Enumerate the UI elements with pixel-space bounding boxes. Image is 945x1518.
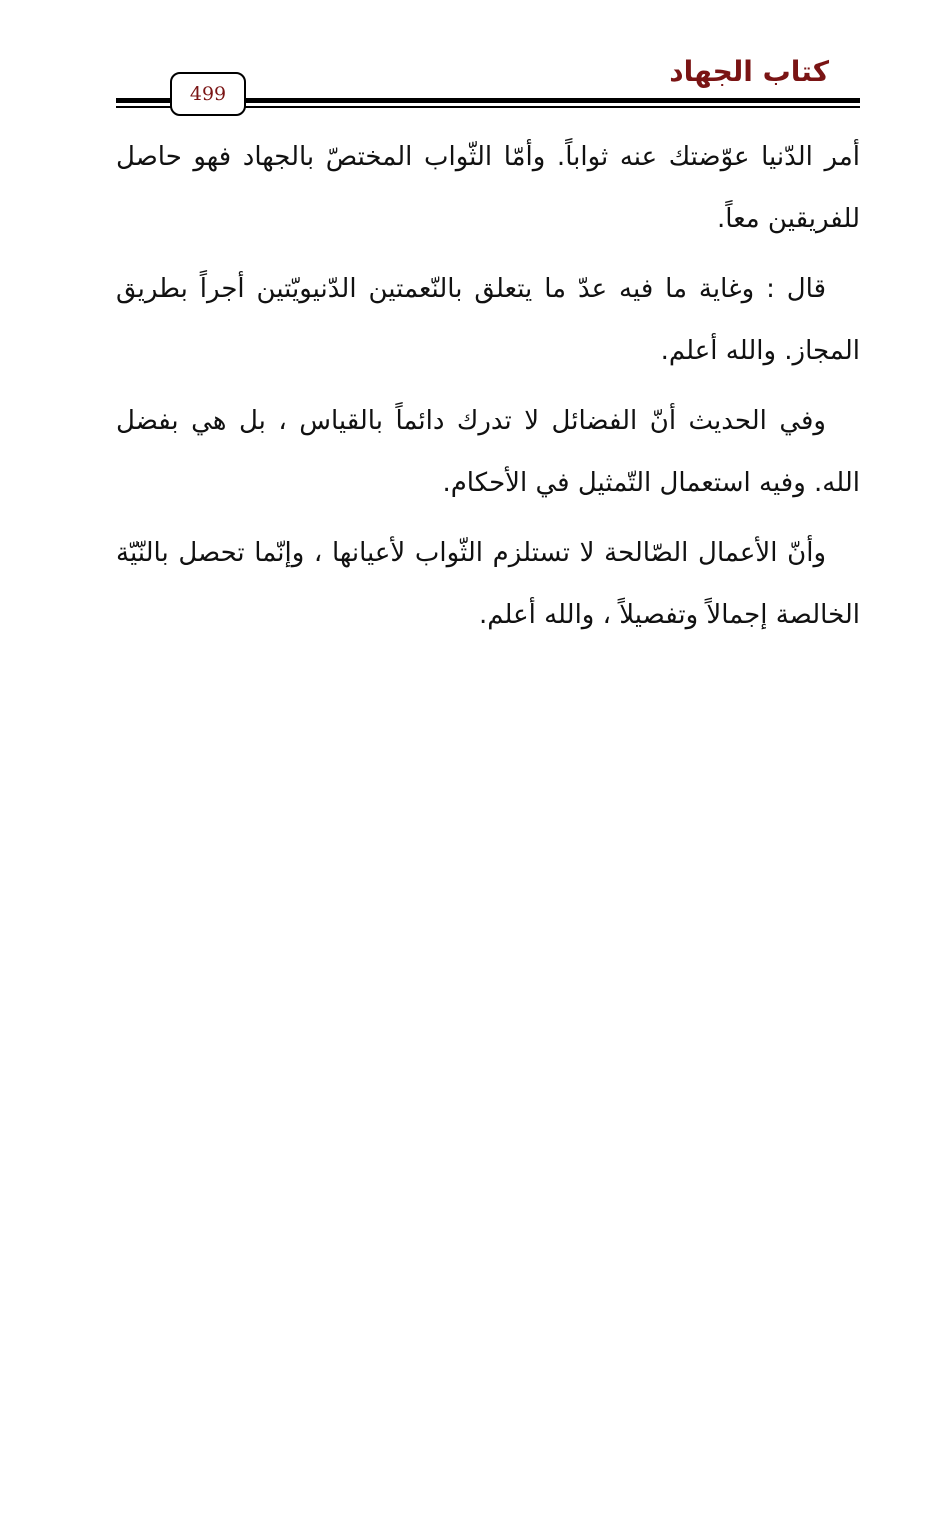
paragraph: أمر الدّنيا عوّضتك عنه ثواباً. وأمّا الثّواب المختصّ بالجهاد فهو حاصل للفريقين معاً. (116, 142, 860, 234)
page-number: 499 (189, 82, 227, 105)
paragraph: قال : وغاية ما فيه عدّ ما يتعلق بالنّعمتين الدّنيويّتين أجراً بطريق المجاز. والله أعلم. (116, 274, 860, 366)
chapter-title: كتاب الجهاد (669, 55, 829, 88)
page-number-badge (170, 72, 246, 116)
paragraph: وفي الحديث أنّ الفضائل لا تدرك دائماً بالقياس ، بل هي بفضل الله. وفيه استعمال التّمثيل في الأحكام. (116, 406, 860, 498)
body-text (116, 126, 860, 654)
paragraph: وأنّ الأعمال الصّالحة لا تستلزم الثّواب لأعيانها ، وإنّما تحصل بالنّيّة الخالصة إجمالاً وتفصيلاً ، والله أعلم. (116, 538, 860, 630)
